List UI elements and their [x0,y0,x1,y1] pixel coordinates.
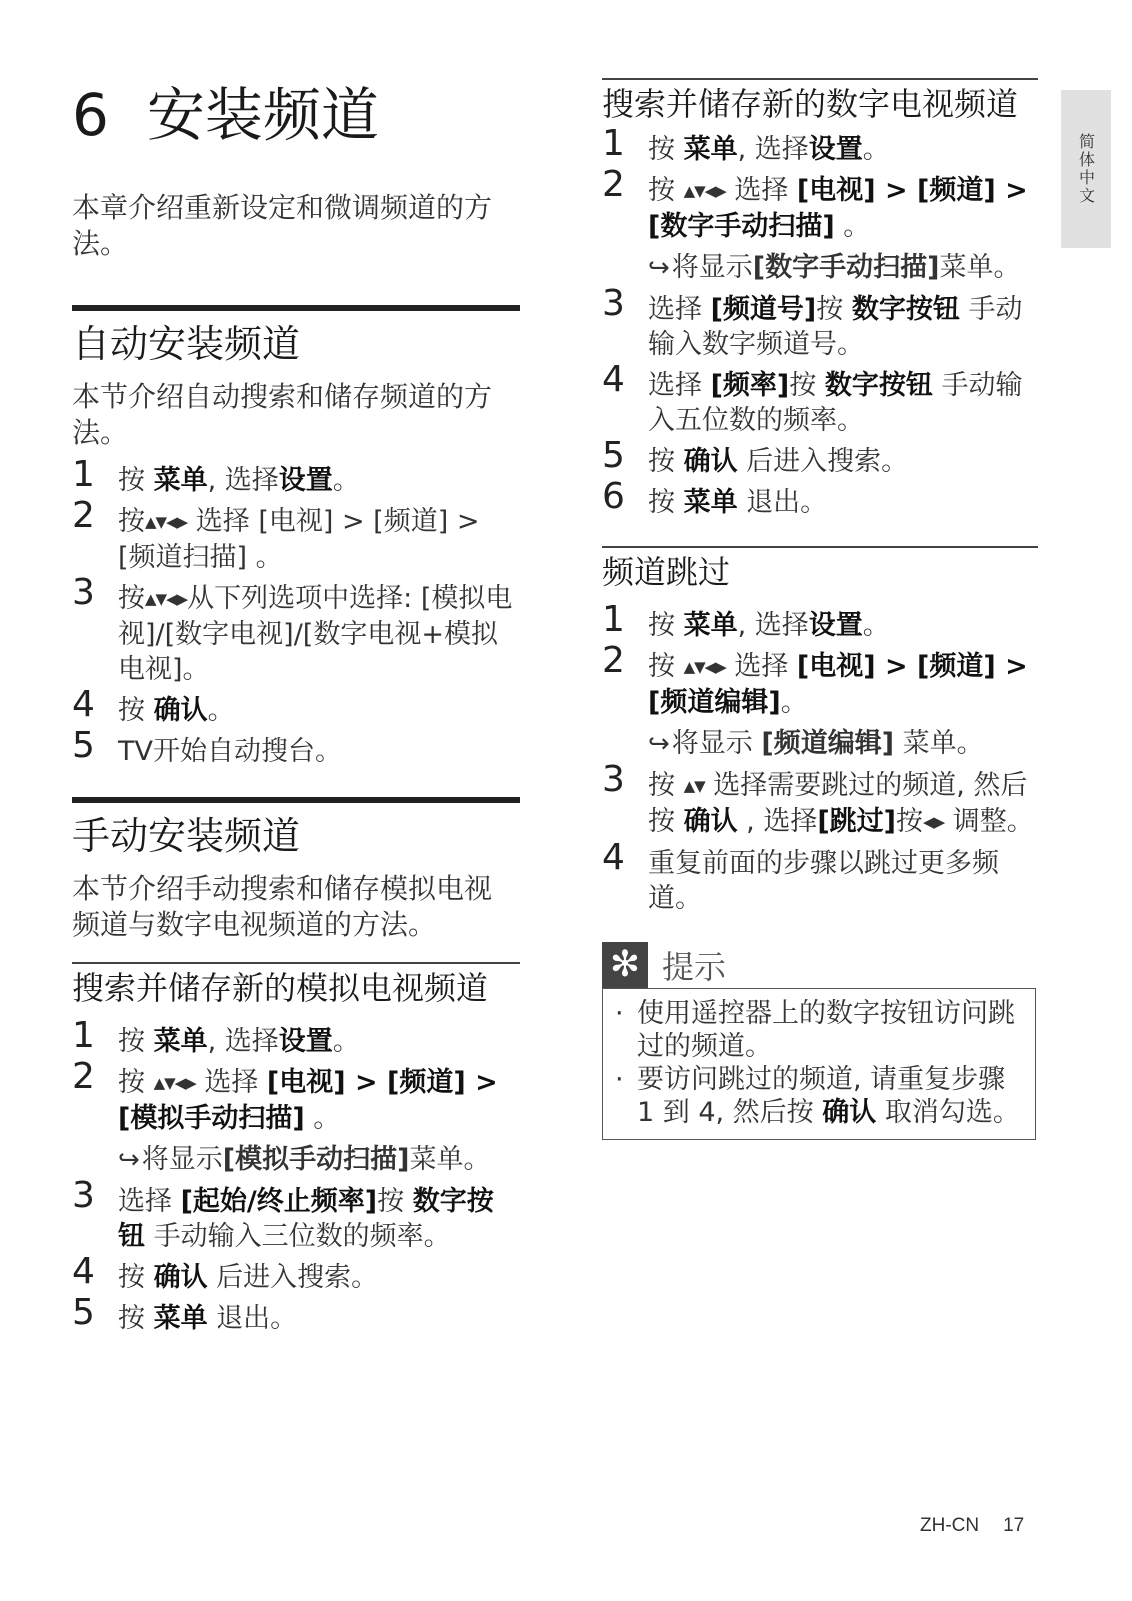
return-arrow-icon: ↪ [648,728,670,759]
nav-arrows-icon: ▲▼◀▶ [153,1073,196,1092]
tip-header [602,942,1036,988]
step: 1 按 菜单, 选择设置。 [602,122,890,165]
step-number: 2 [72,495,95,536]
bullet-icon: · [615,1064,624,1095]
step-number: 3 [72,572,95,613]
analog-steps [72,1014,520,1136]
step-number: 5 [72,725,95,766]
step-number: 1 [602,122,625,164]
chapter-number: 6 [72,81,109,149]
manual-section [72,797,520,943]
step-number: 4 [72,684,95,725]
digital-section-title: 搜索并储存新的数字电视频道 [602,84,1019,123]
step: 5 按 确认 后进入搜索。 [602,434,909,477]
language-tab [1061,90,1111,248]
manual-section-desc: 本节介绍手动搜索和储存模拟电视频道与数字电视频道的方法。 [72,872,493,941]
manual-section-title: 手动安装频道 [72,814,301,858]
step: 6 按 菜单 退出。 [602,475,828,518]
step: 3 按 ▲▼ 选择需要跳过的频道, 然后按 确认 , 选择[跳过]按◀▶ 调整。 [602,758,1034,837]
result-note: ↪将显示[模拟手动扫描]菜单。 [118,1143,491,1175]
step-number: 5 [602,434,625,476]
step: 1 按 菜单, 选择设置。 [72,1014,360,1057]
skip-steps-cont [602,758,1038,916]
section-rule [72,962,520,964]
step: 3 选择 [频道号]按 数字按钮 手动输入数字频道号。 [602,282,1023,360]
analog-steps-cont [72,1174,520,1336]
auto-section-desc: 本节介绍自动搜索和储存频道的方法。 [72,380,493,449]
step: 3 选择 [起始/终止频率]按 数字按钮 手动输入三位数的频率。 [72,1174,494,1252]
step-number: 4 [72,1250,95,1292]
step-number: 2 [602,639,625,681]
section-rule [72,305,520,311]
step: 3 按▲▼◀▶从下列选项中选择: [模拟电视]/[数字电视]/[数字电视+模拟电视]。 [72,572,513,685]
step: 5 按 菜单 退出。 [72,1291,298,1334]
auto-section-title: 自动安装频道 [72,322,301,366]
step: 2 按 ▲▼◀▶ 选择 [电视] > [频道] > [频道编辑]。 [602,639,1028,718]
skip-section-title: 频道跳过 [602,552,731,591]
language-tab-label: 简体中文 [1076,133,1096,205]
step-number: 4 [602,358,625,400]
up-down-arrows-icon: ▲▼ [683,776,705,795]
tip-item: · 使用遥控器上的数字按钮访问跳过的频道。 [615,998,1015,1062]
step-number: 4 [602,836,625,878]
analog-section [72,962,520,1342]
auto-section [72,305,520,775]
skip-section [602,546,1038,922]
page-number: 17 [1003,1515,1025,1536]
step-number: 6 [602,475,625,517]
section-rule [602,78,1038,80]
step-number: 2 [602,163,625,205]
skip-steps [602,598,1038,720]
step: 4 按 确认 后进入搜索。 [72,1250,379,1293]
page-footer [920,1515,1024,1537]
step: 5 TV开始自动搜台。 [72,725,342,767]
tip-content [602,988,1036,1140]
step-number: 1 [72,454,95,495]
auto-steps [72,454,520,769]
tip-box [602,942,1036,1140]
chapter-intro: 本章介绍重新设定和微调频道的方法。 [72,191,493,260]
step: 1 按 菜单, 选择设置。 [602,598,890,641]
step-number: 2 [72,1055,95,1097]
bullet-icon: · [615,998,624,1029]
step-number: 1 [602,598,625,640]
step: 2 按▲▼◀▶ 选择 [电视] > [频道] > [频道扫描] 。 [72,495,480,573]
step-number: 3 [602,758,625,800]
step: 4 按 确认。 [72,684,235,726]
left-right-arrows-icon: ◀▶ [923,812,945,831]
section-rule [602,546,1038,548]
tip-item: · 要访问跳过的频道, 请重复步骤 1 到 4, 然后按 确认 取消勾选。 [615,1064,1020,1128]
nav-arrows-icon: ▲▼◀▶ [683,181,726,200]
asterisk-icon: ✻ [602,942,648,988]
digital-steps-cont [602,282,1038,520]
step: 1 按 菜单, 选择设置。 [72,454,360,496]
step-number: 3 [72,1174,95,1216]
step-number: 1 [72,1014,95,1056]
result-note: ↪将显示 [频道编辑] 菜单。 [648,727,984,759]
nav-arrows-icon: ▲▼◀▶ [145,513,188,531]
step: 4 重复前面的步骤以跳过更多频道。 [602,836,999,914]
step: 2 按 ▲▼◀▶ 选择 [电视] > [频道] > [数字手动扫描] 。 [602,163,1028,242]
nav-arrows-icon: ▲▼◀▶ [683,657,726,676]
analog-section-title: 搜索并储存新的模拟电视频道 [72,968,489,1007]
chapter-title-text: 安装频道 [146,81,379,149]
step-number: 3 [602,282,625,324]
tip-title: 提示 [662,948,727,986]
step: 2 按 ▲▼◀▶ 选择 [电视] > [频道] > [模拟手动扫描] 。 [72,1055,498,1134]
return-arrow-icon: ↪ [118,1144,140,1175]
digital-steps [602,122,1038,244]
nav-arrows-icon: ▲▼◀▶ [145,590,188,608]
result-note: ↪将显示[数字手动扫描]菜单。 [648,251,1021,283]
step: 4 选择 [频率]按 数字按钮 手动输入五位数的频率。 [602,358,1023,436]
footer-lang: ZH-CN [920,1515,980,1536]
section-rule [72,797,520,803]
digital-section [602,78,1038,526]
return-arrow-icon: ↪ [648,252,670,283]
step-number: 5 [72,1291,95,1333]
chapter-title [72,68,379,152]
